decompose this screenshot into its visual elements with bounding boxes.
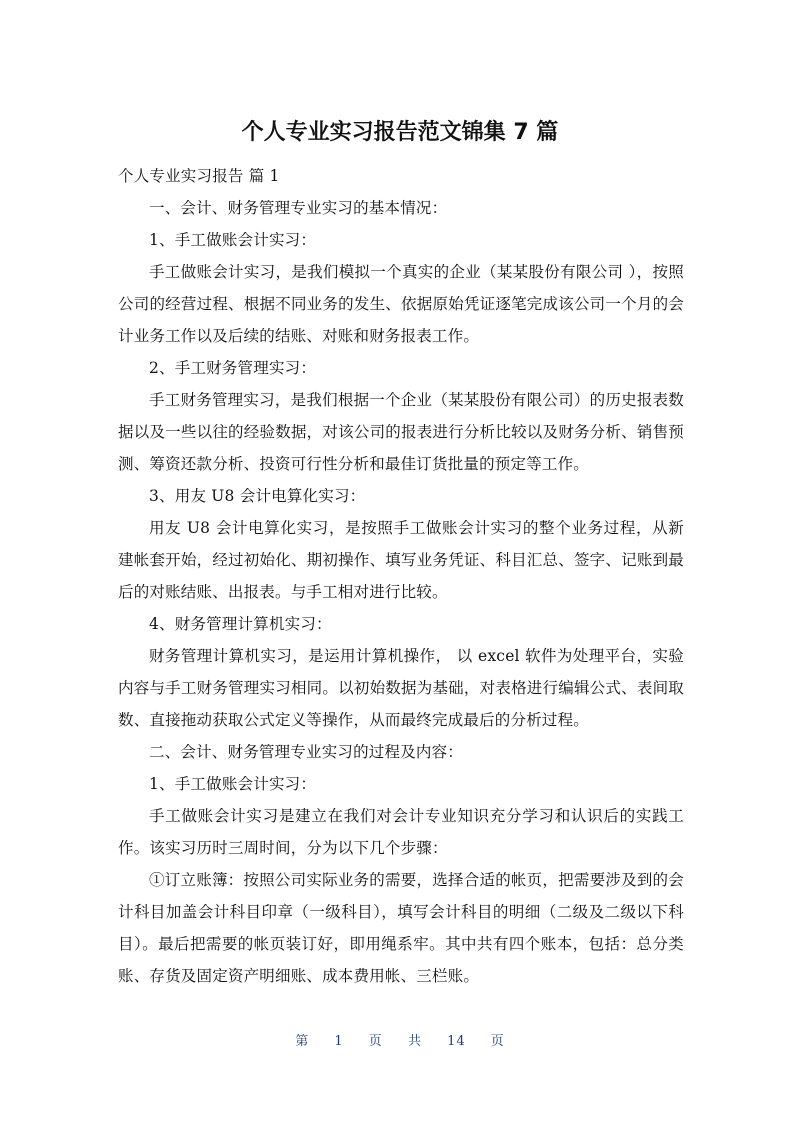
page-footer [0,1030,800,1049]
paragraph: 3、用友 U8 会计电算化实习： [149,487,366,505]
footer-label-unit2: 页 [490,1034,505,1049]
paragraph: 二、会计、财务管理专业实习的过程及内容： [149,743,464,761]
paragraph: 1、手工做账会计实习： [149,775,317,793]
paragraph: 手工财务管理实习，是我们根据一个企业（某某股份有限公司）的历史报表数据以及一些以往的经验数据，对该公司的报表进行分析比较以及财务分析、销售预测、筹资还款分析、投资可行性分析和最佳订货批量的预定等工作。 [118,391,684,473]
footer-label-total: 共 [407,1034,422,1049]
footer-label-unit: 页 [368,1034,383,1049]
document-body [118,160,684,992]
paragraph: 财务管理计算机实习，是运用计算机操作， 以 excel 软件为处理平台，实验内容与手工财务管理实习相同。以初始数据为基础，对表格进行编辑公式、表间取数、直接拖动获取公式定义等操作，从而最终完成最后的分析过程。 [118,647,684,729]
footer-total-pages: 14 [447,1034,466,1049]
footer-current-page: 1 [334,1034,344,1049]
paragraph: 1、手工做账会计实习： [149,231,317,249]
paragraph: 2、手工财务管理实习： [149,359,317,377]
paragraph: 一、会计、财务管理专业实习的基本情况： [149,199,448,217]
paragraph: 用友 U8 会计电算化实习，是按照手工做账会计实习的整个业务过程，从新建帐套开始，经过初始化、期初操作、填写业务凭证、科目汇总、签字、记账到最后的对账结账、出报表。与手工相对进行比较。 [118,519,684,601]
footer-label-page: 第 [295,1034,310,1049]
paragraph: 手工做账会计实习是建立在我们对会计专业知识充分学习和认识后的实践工作。该实习历时三周时间，分为以下几个步骤： [118,807,684,857]
document-title: 个人专业实习报告范文锦集 7 篇 [241,120,559,145]
section-heading: 个人专业实习报告 篇 1 [118,167,280,185]
paragraph: 手工做账会计实习，是我们模拟一个真实的企业（某某股份有限公司 ），按照公司的经营过程、根据不同业务的发生、依据原始凭证逐笔完成该公司一个月的会计业务工作以及后续的结账、对账和财务报表工作。 [118,263,684,345]
paragraph: ①订立账簿：按照公司实际业务的需要，选择合适的帐页，把需要涉及到的会计科目加盖会计科目印章（一级科目），填写会计科目的明细（二级及二级以下科目）。最后把需要的帐页装订好，即用绳系牢。其中共有四个账本，包括：总分类账、存货及固定资产明细账、成本费用帐、三栏账。 [118,871,684,985]
paragraph: 4、财务管理计算机实习： [149,615,332,633]
